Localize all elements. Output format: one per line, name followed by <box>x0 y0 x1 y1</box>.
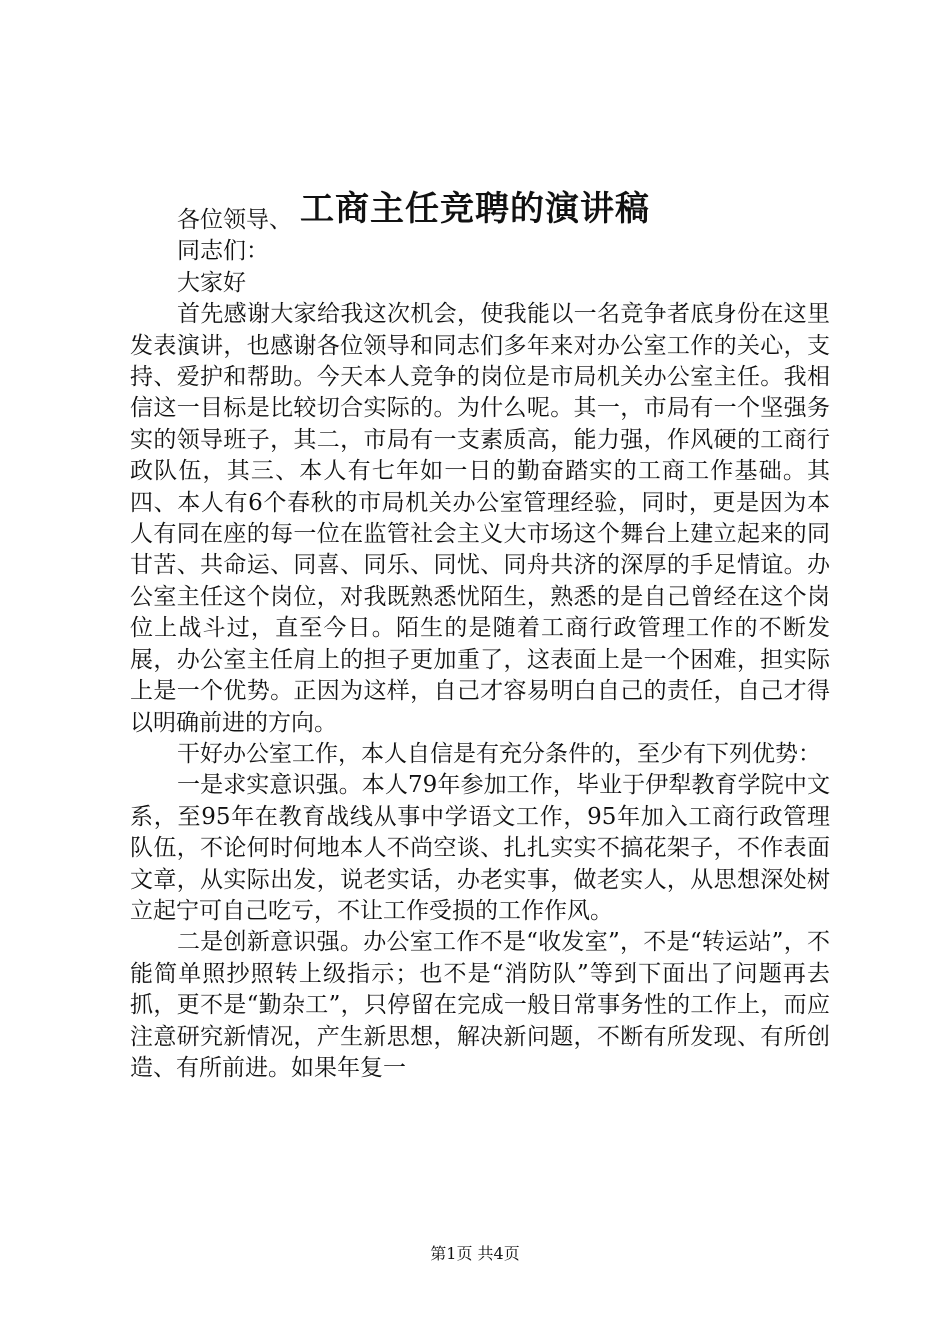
greeting-line: 大家好 <box>177 269 246 296</box>
greeting-line: 同志们： <box>177 238 269 265</box>
greeting-line: 各位领导、 <box>177 207 292 233</box>
document-body <box>130 205 830 1084</box>
body-paragraph: 一是求实意识强。本人79年参加工作，毕业于伊犁教育学院中文系，至95年在教育战线从事中学语文工作，95年加入工商行政管理队伍，不论何时何地本人不尚空谈、扎扎实实不搞花架子，不作表面文章，从实际出发，说老实话，办老实事，做老实人，从思想深处树立起宁可自己吃亏，不让工作受损的工作作风。 <box>130 772 830 924</box>
body-paragraph: 二是创新意识强。办公室工作不是“收发室”，不是“转运站”，不能简单照抄照转上级指示；也不是“消防队”等到下面出了问题再去抓，更不是“勤杂工”，只停留在完成一般日常事务性的工作上，而应注意研究新情况，产生新思想，解决新问题，不断有所发现、有所创造、有所前进。如果年复一 <box>130 929 830 1081</box>
page-footer: 第1页 共4页 <box>430 1244 520 1263</box>
body-paragraph: 首先感谢大家给我这次机会，使我能以一名竞争者底身份在这里发表演讲，也感谢各位领导和同志们多年来对办公室工作的关心，支持、爱护和帮助。今天本人竞争的岗位是市局机关办公室主任。我相信这一目标是比较切合实际的。为什么呢。其一，市局有一个坚强务实的领导班子，其二，市局有一支素质高，能力强，作风硬的工商行政队伍，其三、本人有七年如一日的勤奋踏实的工商工作基础。其四、本人有6个春秋的市局机关办公室管理经验，同时，更是因为本人有同在座的每一位在监管社会主义大市场这个舞台上建立起来的同甘苦、共命运、同喜、同乐、同忧、同舟共济的深厚的手足情谊。办公室主任这个岗位，对我既熟悉忧陌生，熟悉的是自己曾经在这个岗位上战斗过，直至今日。陌生的是随着工商行政管理工作的不断发展，办公室主任肩上的担子更加重了，这表面上是一个困难，担实际上是一个优势。正因为这样，自己才容易明白自己的责任，自己才得以明确前进的方向。 <box>130 301 830 736</box>
document-title: 工商主任竞聘的演讲稿 <box>300 189 650 229</box>
body-paragraph: 干好办公室工作，本人自信是有充分条件的，至少有下列优势： <box>177 740 821 767</box>
